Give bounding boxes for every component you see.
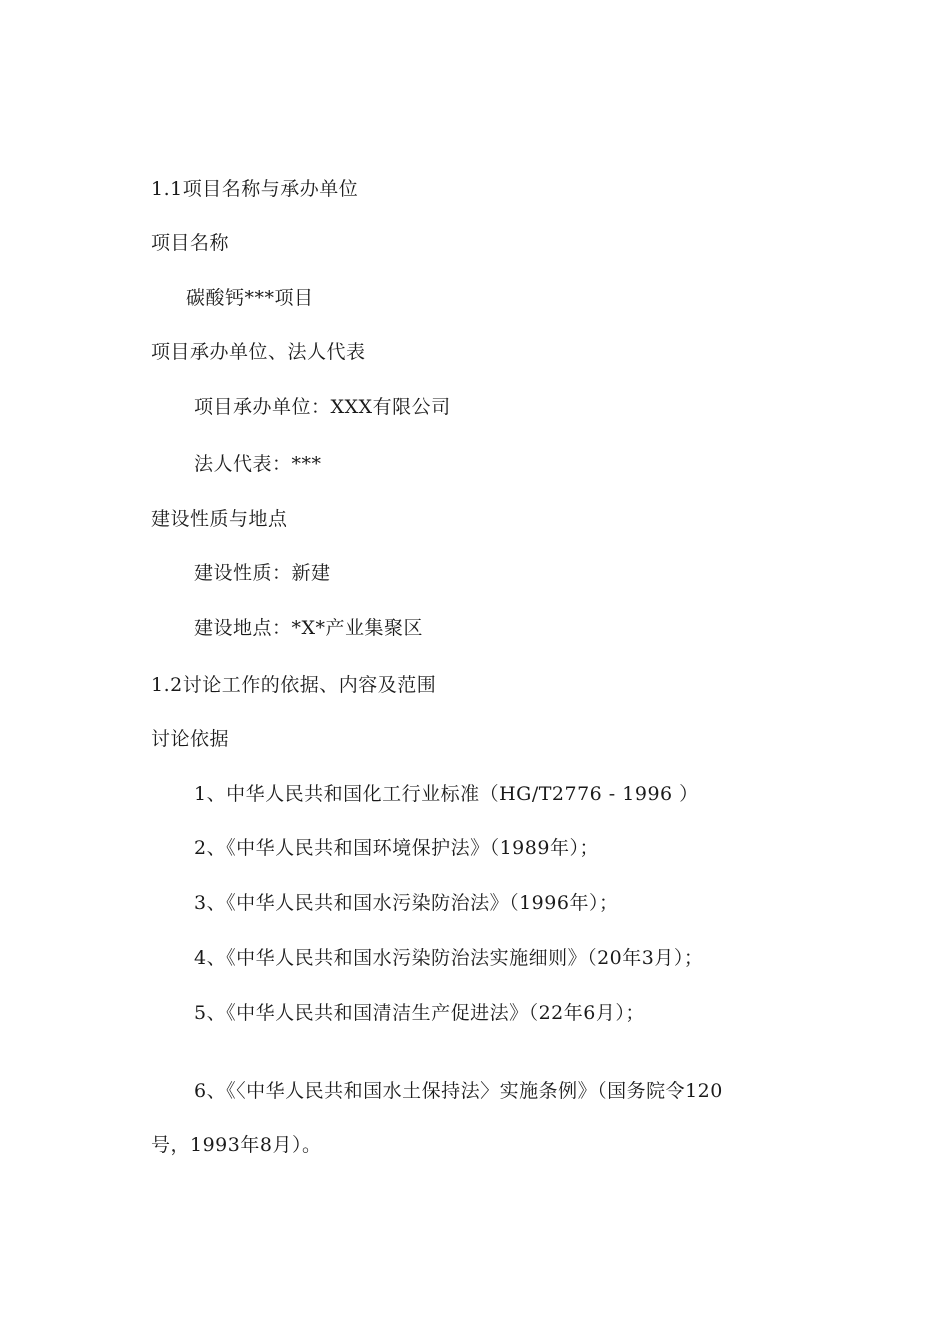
undertaker-unit: 项目承办单位：XXX有限公司 <box>194 396 451 418</box>
basis-label: 讨论依据 <box>151 728 230 750</box>
construction-nature: 建设性质：新建 <box>194 562 331 584</box>
basis-item-1: 1、中华人民共和国化工行业标准（HG/T2776 - 1996 ） <box>194 783 699 805</box>
section-heading-1-2: 1.2讨论工作的依据、内容及范围 <box>151 674 437 696</box>
project-name-value: 碳酸钙***项目 <box>186 287 314 309</box>
basis-item-6: 6、《〈中华人民共和国水土保持法〉实施条例》（国务院令120 <box>194 1080 723 1102</box>
basis-item-3: 3、《中华人民共和国水污染防治法》（1996年）； <box>194 892 619 914</box>
undertaker-label: 项目承办单位、法人代表 <box>151 341 366 363</box>
basis-item-6-continued: 号，1993年8月）。 <box>151 1134 322 1156</box>
legal-representative: 法人代表：*** <box>194 453 322 475</box>
project-name-label: 项目名称 <box>151 232 230 254</box>
section-heading-1-1: 1.1项目名称与承办单位 <box>151 178 359 200</box>
basis-item-5: 5、《中华人民共和国清洁生产促进法》（22年6月）； <box>194 1002 645 1024</box>
basis-item-4: 4、《中华人民共和国水污染防治法实施细则》（20年3月）； <box>194 947 704 969</box>
basis-item-2: 2、《中华人民共和国环境保护法》（1989年）； <box>194 837 599 859</box>
nature-location-label: 建设性质与地点 <box>151 508 288 530</box>
construction-location: 建设地点：*X*产业集聚区 <box>194 617 424 639</box>
